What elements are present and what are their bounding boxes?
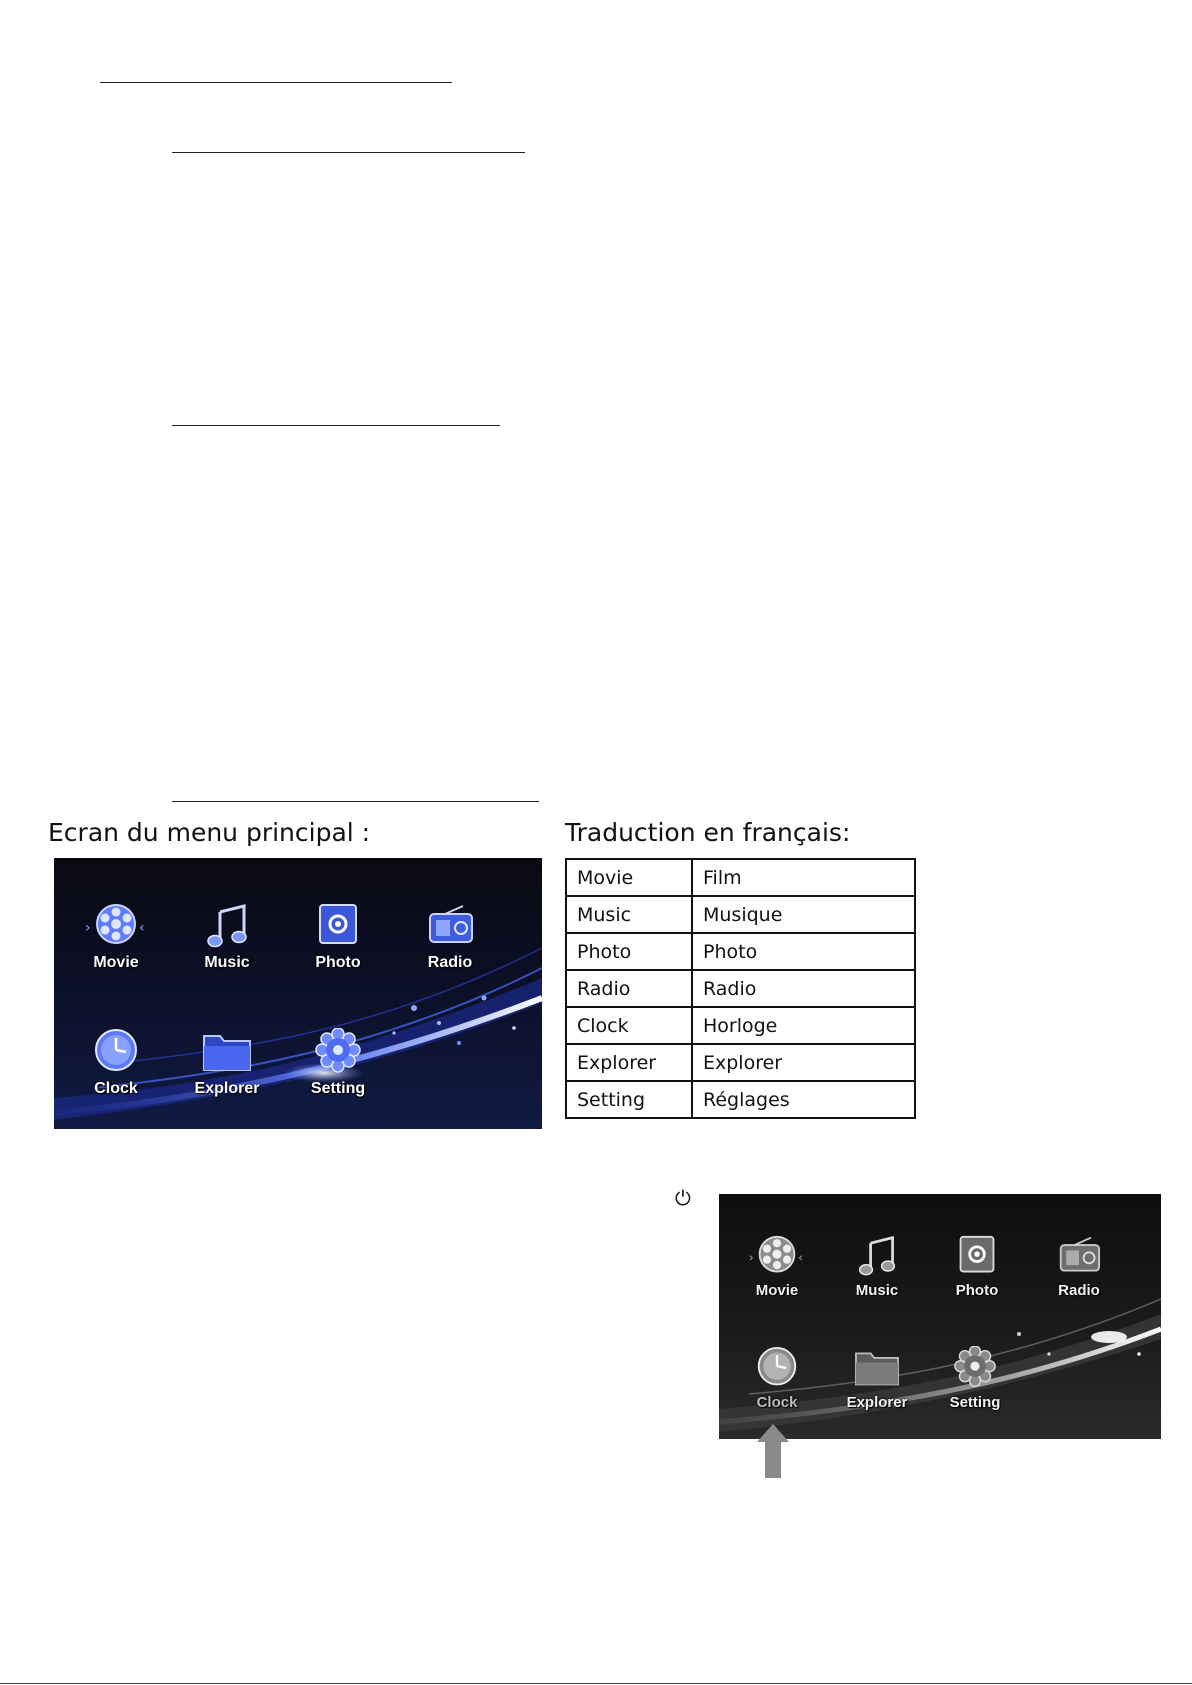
translation-table [565,858,916,1119]
music-note-icon [845,1234,909,1278]
menu-item-label: Movie [93,954,139,971]
pointer-arrow-icon [757,1424,789,1478]
menu-item-label: Photo [955,1282,999,1299]
folder-icon [845,1346,909,1390]
french-term-cell: Photo [692,933,915,970]
gear-icon [303,1028,373,1076]
translation-row [566,896,915,933]
svg-text:›: › [748,1250,754,1266]
menu-item-setting[interactable] [920,1346,1030,1411]
menu-item-label: Clock [756,1394,798,1411]
english-term-cell: Photo [566,933,692,970]
menu-item-radio[interactable] [395,902,505,972]
folder-icon [192,1028,262,1076]
menu-item-photo[interactable] [283,902,393,972]
main-menu-screen [54,858,542,1129]
menu-item-label: Photo [315,954,361,971]
page-bottom-rule [0,1683,1192,1684]
menu-item-clock[interactable] [722,1346,832,1411]
english-term-cell: Explorer [566,1044,692,1081]
translation-row [566,1044,915,1081]
radio-icon [1047,1234,1111,1278]
menu-item-music[interactable] [172,902,282,972]
film-reel-icon [81,902,151,950]
film-reel-icon [745,1234,809,1278]
english-term-cell: Clock [566,1007,692,1044]
menu-item-label: Clock [94,1080,138,1097]
gear-icon [943,1346,1007,1390]
menu-item-label: Music [855,1282,899,1299]
english-term-cell: Movie [566,859,692,896]
english-term-cell: Radio [566,970,692,1007]
menu-item-photo[interactable] [922,1234,1032,1299]
heading-rule-1 [100,82,452,83]
translation-row [566,970,915,1007]
music-note-icon [192,902,262,950]
svg-text:‹: ‹ [798,1250,804,1266]
menu-item-radio[interactable] [1024,1234,1134,1299]
french-term-cell: Explorer [692,1044,915,1081]
translation-heading: Traduction en français: [565,818,851,847]
menu-item-label: Explorer [194,1080,260,1097]
menu-item-explorer[interactable] [172,1028,282,1098]
menu-item-label: Explorer [846,1394,908,1411]
menu-item-label: Radio [427,954,473,971]
menu-item-label: Setting [310,1080,366,1097]
photo-icon [303,902,373,950]
translation-row [566,1081,915,1118]
power-icon: ⏻ [675,1186,691,1210]
french-term-cell: Horloge [692,1007,915,1044]
photo-icon [945,1234,1009,1278]
menu-item-clock[interactable] [61,1028,171,1098]
menu-item-music[interactable] [822,1234,932,1299]
heading-rule-3 [172,425,500,426]
heading-rule-2 [172,152,525,153]
menu-item-explorer[interactable] [822,1346,932,1411]
menu-item-movie[interactable] [722,1234,832,1299]
svg-text:›: › [85,920,91,936]
french-term-cell: Musique [692,896,915,933]
english-term-cell: Setting [566,1081,692,1118]
svg-text:‹: ‹ [139,920,145,936]
menu-item-setting[interactable] [283,1028,393,1098]
menu-item-label: Movie [755,1282,799,1299]
french-term-cell: Réglages [692,1081,915,1118]
main-menu-heading: Ecran du menu principal : [48,818,371,847]
clock-icon [81,1028,151,1076]
menu-item-movie[interactable] [61,902,171,972]
radio-icon [415,902,485,950]
translation-row [566,1007,915,1044]
translation-row [566,933,915,970]
french-term-cell: Radio [692,970,915,1007]
english-term-cell: Music [566,896,692,933]
clock-icon [745,1346,809,1390]
grayscale-menu-screen [719,1194,1161,1439]
translation-row [566,859,915,896]
menu-item-label: Music [204,954,250,971]
french-term-cell: Film [692,859,915,896]
heading-rule-4 [172,801,539,802]
menu-item-label: Radio [1058,1282,1100,1299]
menu-item-label: Setting [949,1394,1001,1411]
